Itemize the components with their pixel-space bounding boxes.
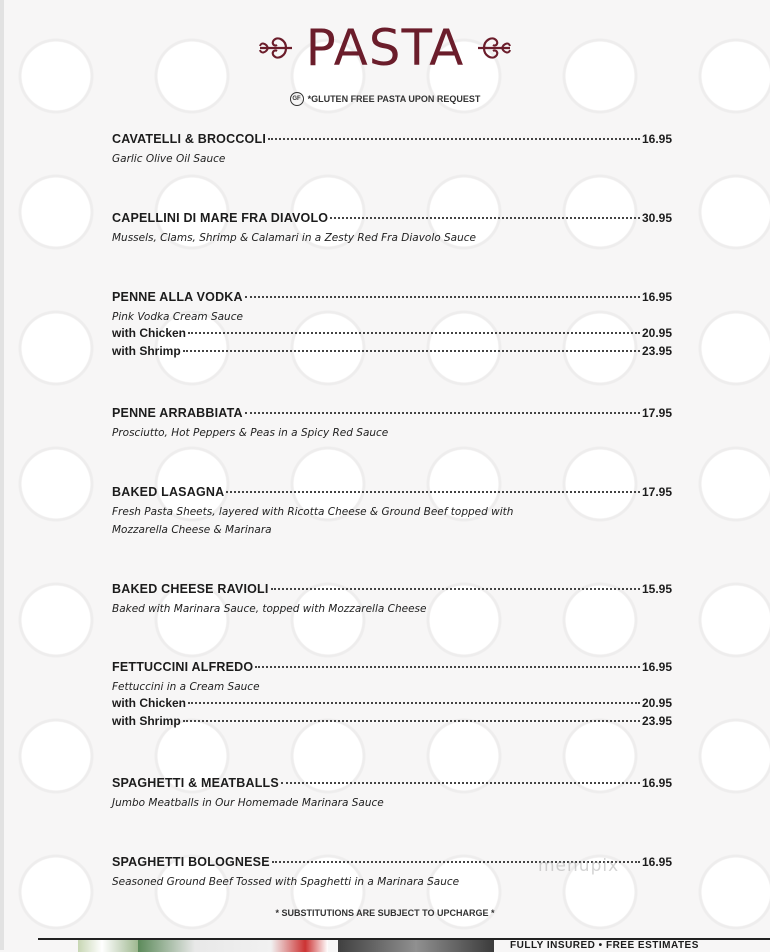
item-name: FETTUCCINI ALFREDO — [112, 660, 254, 674]
dot-leader — [188, 701, 640, 704]
item-price: 16.95 — [641, 132, 672, 146]
gluten-free-note — [0, 92, 770, 106]
dot-leader — [188, 331, 640, 334]
option-name: with Shrimp — [112, 344, 181, 358]
option-price: 20.95 — [641, 696, 672, 710]
item-name: CAVATELLI & BROCCOLI — [112, 132, 266, 146]
option-price: 23.95 — [641, 344, 672, 358]
dot-leader — [330, 216, 640, 219]
flourish-left-icon — [256, 28, 296, 68]
gluten-free-icon: GF — [290, 92, 304, 106]
item-name: BAKED CHEESE RAVIOLI — [112, 582, 269, 596]
item-option — [112, 696, 672, 714]
menu-item — [112, 406, 672, 442]
option-name: with Chicken — [112, 696, 187, 710]
item-name: SPAGHETTI BOLOGNESE — [112, 855, 270, 869]
item-price: 30.95 — [641, 211, 672, 225]
item-description: Mussels, Clams, Shrimp & Calamari in a Zesty Red Fra Diavolo Sauce — [112, 232, 476, 244]
menu-item — [112, 485, 672, 539]
item-name: BAKED LASAGNA — [112, 485, 225, 499]
menu-item — [112, 290, 672, 362]
option-price: 20.95 — [641, 326, 672, 340]
item-description: Garlic Olive Oil Sauce — [112, 153, 226, 165]
item-name: SPAGHETTI & MEATBALLS — [112, 776, 279, 790]
menu-item — [112, 776, 672, 812]
item-name: PENNE ALLA VODKA — [112, 290, 243, 304]
page-edge — [0, 0, 4, 950]
ad-image — [78, 940, 138, 952]
dot-leader — [183, 719, 640, 722]
item-description: Pink Vodka Cream Sauce — [112, 311, 243, 323]
option-name: with Shrimp — [112, 714, 181, 728]
dot-leader — [268, 137, 640, 140]
item-price: 16.95 — [641, 290, 672, 304]
menu-header — [0, 19, 770, 92]
item-name: PENNE ARRABBIATA — [112, 406, 243, 420]
item-price: 17.95 — [641, 406, 672, 420]
dot-leader — [226, 490, 640, 493]
item-option — [112, 344, 672, 362]
ad-image — [338, 940, 494, 952]
item-description: Baked with Marinara Sauce, topped with Mozzarella Cheese — [112, 603, 427, 615]
option-name: with Chicken — [112, 326, 187, 340]
ad-image — [138, 940, 328, 952]
item-name: CAPELLINI DI MARE FRA DIAVOLO — [112, 211, 329, 225]
item-description: Jumbo Meatballs in Our Homemade Marinara Sauce — [112, 797, 384, 809]
dot-leader — [183, 349, 640, 352]
item-option — [112, 714, 672, 732]
dot-leader — [271, 587, 640, 590]
menu-item — [112, 660, 672, 732]
item-price: 16.95 — [641, 660, 672, 674]
gluten-free-note-text: *GLUTEN FREE PASTA UPON REQUEST — [307, 94, 481, 104]
item-description: Prosciutto, Hot Peppers & Peas in a Spicy Red Sauce — [112, 427, 389, 439]
title-row — [0, 19, 770, 77]
menu-item — [112, 132, 672, 168]
item-description: Fettuccini in a Cream Sauce — [112, 681, 260, 693]
item-price: 15.95 — [641, 582, 672, 596]
dot-leader — [245, 411, 640, 414]
flourish-right-icon — [474, 28, 514, 68]
substitutions-note: * SUBSTITUTIONS ARE SUBJECT TO UPCHARGE * — [275, 908, 495, 918]
menu-item — [112, 582, 672, 618]
dot-leader — [281, 781, 640, 784]
dot-leader — [255, 665, 640, 668]
item-option — [112, 326, 672, 344]
dot-leader — [245, 295, 640, 298]
page-title: PASTA — [305, 19, 465, 77]
item-description: Fresh Pasta Sheets, layered with Ricotta Cheese & Ground Beef topped with Mozzarella Cheese & Marinara — [112, 506, 514, 536]
ad-text: FULLY INSURED • FREE ESTIMATES — [510, 940, 699, 951]
item-description: Seasoned Ground Beef Tossed with Spaghetti in a Marinara Sauce — [112, 876, 460, 888]
watermark: menupix — [538, 856, 620, 876]
menu-item — [112, 211, 672, 247]
item-price: 16.95 — [641, 776, 672, 790]
item-price: 17.95 — [641, 485, 672, 499]
option-price: 23.95 — [641, 714, 672, 728]
item-price: 16.95 — [641, 855, 672, 869]
